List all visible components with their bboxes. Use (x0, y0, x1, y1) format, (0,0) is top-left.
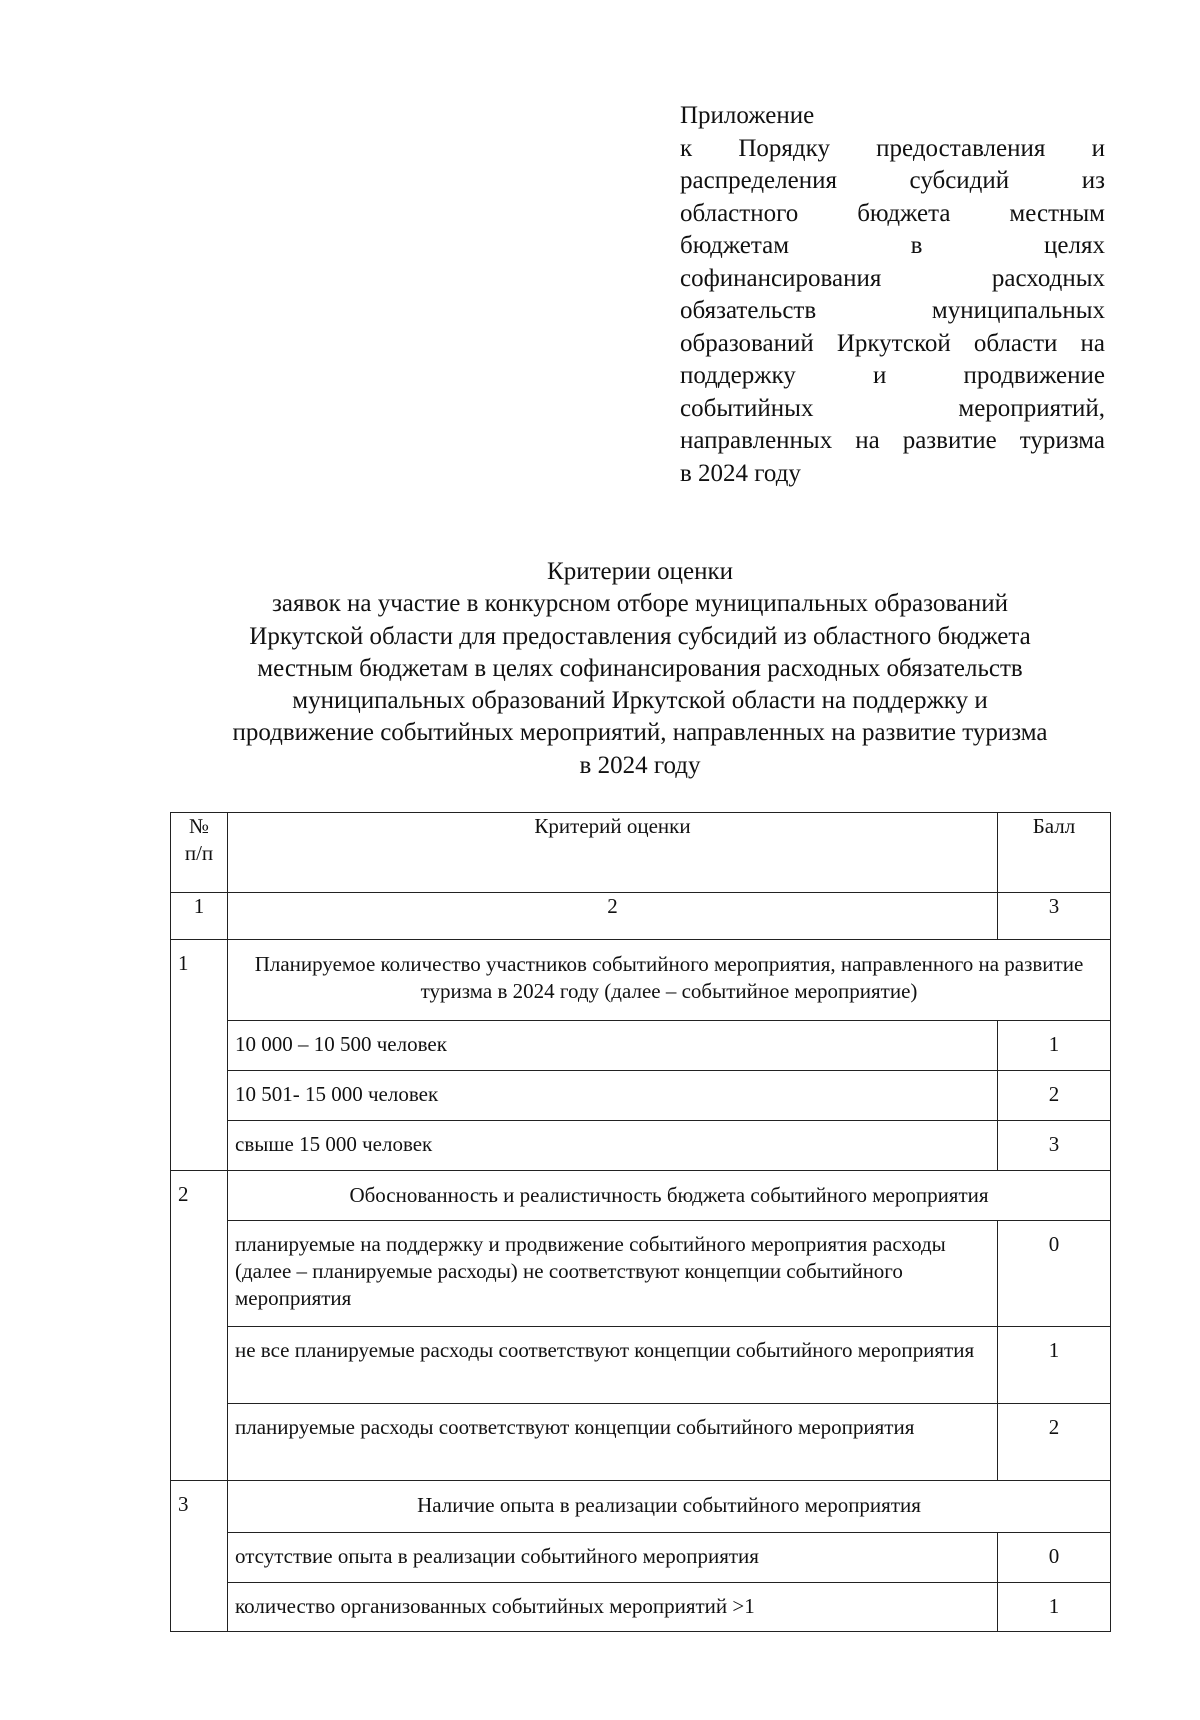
option-score: 1 (998, 1327, 1111, 1404)
appendix-line: к Порядку предоставления и (680, 134, 1105, 162)
option-text: планируемые на поддержку и продвижение событийного мероприятия расходы (далее – планируемые расходы) не соответствуют концепции событийного мероприятия (228, 1221, 998, 1327)
option-score: 1 (998, 1021, 1111, 1071)
appendix-line: в 2024 году (680, 459, 801, 487)
index-cell: 2 (228, 893, 998, 940)
criterion-number: 1 (171, 940, 228, 1171)
option-score: 2 (998, 1404, 1111, 1481)
index-cell: 3 (998, 893, 1111, 940)
table-row (171, 940, 1111, 1021)
title-line: местным бюджетам в целях софинансирования расходных обязательств (257, 654, 1023, 682)
document-title (155, 556, 1125, 782)
table-row (171, 1121, 1111, 1171)
table-row (171, 1221, 1111, 1327)
criterion-number: 3 (171, 1481, 228, 1632)
header-num-symbol: № (188, 814, 210, 838)
option-text: 10 501- 15 000 человек (228, 1071, 998, 1121)
index-cell: 1 (171, 893, 228, 940)
appendix-line: распределения субсидий из (680, 167, 1105, 194)
appendix-line: софинансирования расходных (680, 264, 1105, 292)
title-line: Критерии оценки (547, 558, 733, 585)
criterion-number: 2 (171, 1171, 228, 1481)
header-criterion-cell: Критерий оценки (228, 813, 998, 893)
option-text: свыше 15 000 человек (228, 1121, 998, 1171)
table-index-row (171, 893, 1111, 940)
table-row (171, 1533, 1111, 1583)
appendix-line: Приложение (680, 102, 815, 129)
appendix-line: событийных мероприятий, (680, 394, 1105, 422)
option-score: 2 (998, 1071, 1111, 1121)
option-text: количество организованных событийных мероприятий >1 (228, 1583, 998, 1632)
appendix-line: направленных на развитие туризма (680, 427, 1105, 454)
table-row (171, 1481, 1111, 1533)
criterion-title: Планируемое количество участников событийного мероприятия, направленного на развитие туризма в 2024 году (далее – событийное мероприятие) (228, 940, 1111, 1021)
title-line: муниципальных образований Иркутской области на поддержку и (292, 687, 988, 715)
table-row (171, 1071, 1111, 1121)
table-row (171, 1021, 1111, 1071)
appendix-line: бюджетам в целях (680, 232, 1105, 259)
title-line: в 2024 году (579, 751, 701, 779)
option-score: 0 (998, 1533, 1111, 1583)
appendix-line: поддержку и продвижение (680, 362, 1105, 389)
option-text: отсутствие опыта в реализации событийного мероприятия (228, 1533, 998, 1583)
table-row (171, 1583, 1111, 1632)
criterion-title: Обоснованность и реалистичность бюджета событийного мероприятия (228, 1171, 1111, 1221)
title-line: продвижение событийных мероприятий, направленных на развитие туризма (232, 719, 1048, 747)
option-text: 10 000 – 10 500 человек (228, 1021, 998, 1071)
option-text: планируемые расходы соответствуют концепции событийного мероприятия (228, 1404, 998, 1481)
appendix-line: образований Иркутской области на (680, 329, 1105, 357)
table-row (171, 1171, 1111, 1221)
title-line: Иркутской области для предоставления субсидий из областного бюджета (249, 622, 1031, 650)
header-num-abbr: п/п (184, 841, 214, 865)
criteria-table (170, 812, 1111, 1632)
table-header-row (171, 813, 1111, 893)
option-score: 3 (998, 1121, 1111, 1171)
header-score-cell: Балл (998, 813, 1111, 893)
table-row (171, 1327, 1111, 1404)
option-score: 1 (998, 1583, 1111, 1632)
title-line: заявок на участие в конкурсном отборе муниципальных образований (271, 590, 1009, 618)
option-text: не все планируемые расходы соответствуют концепции событийного мероприятия (228, 1327, 998, 1404)
appendix-line: областного бюджета местным (680, 199, 1105, 227)
option-score: 0 (998, 1221, 1111, 1327)
table-row (171, 1404, 1111, 1481)
appendix-note (680, 100, 1105, 490)
criterion-title: Наличие опыта в реализации событийного мероприятия (228, 1481, 1111, 1533)
header-num-cell (171, 813, 228, 893)
appendix-line: обязательств муниципальных (680, 297, 1105, 324)
